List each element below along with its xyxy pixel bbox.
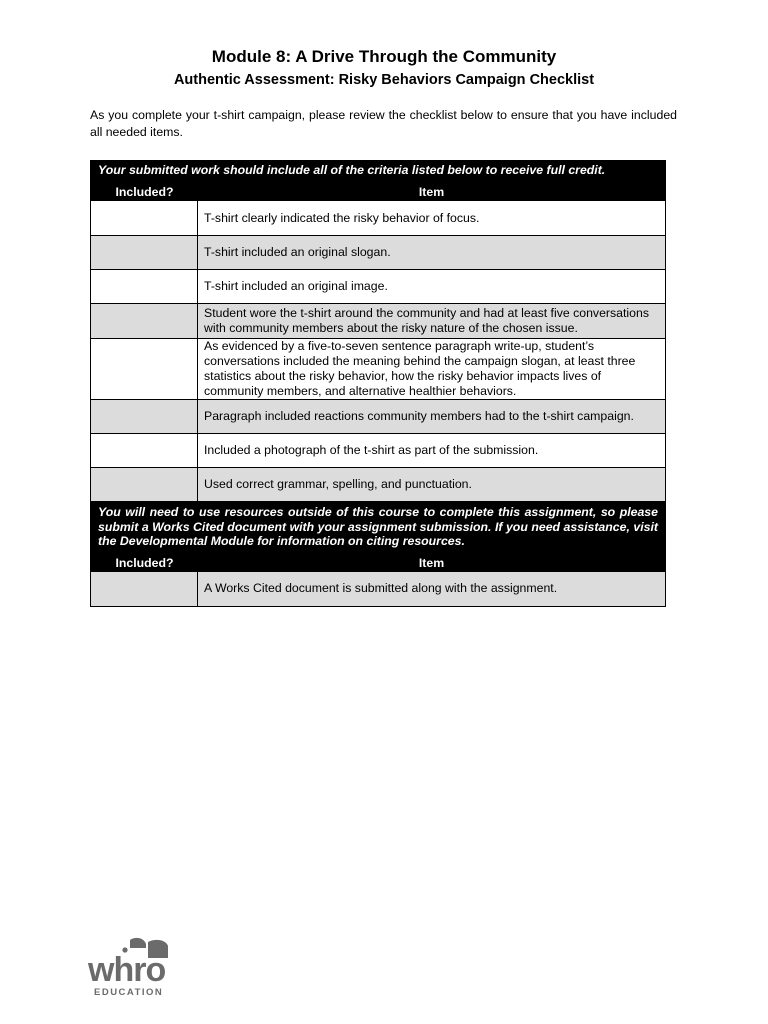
- item-cell: Student wore the t-shirt around the community and had at least five conversations with community members about the risky nature of the chosen issue.: [204, 306, 649, 335]
- included-checkbox-cell[interactable]: [91, 304, 198, 338]
- included-column-header: Included?: [115, 185, 174, 199]
- included-checkbox-cell[interactable]: [91, 201, 198, 235]
- included-checkbox-cell[interactable]: [91, 468, 198, 501]
- table-header: [90, 552, 666, 572]
- included-checkbox-cell[interactable]: [91, 270, 198, 303]
- item-cell: A Works Cited document is submitted along with the assignment.: [204, 581, 558, 595]
- table-row: [90, 434, 666, 468]
- table-row: [90, 270, 666, 304]
- table-row: [90, 572, 666, 607]
- table-row: [90, 304, 666, 339]
- page-title: Module 8: A Drive Through the Community: [211, 47, 557, 66]
- item-cell: T-shirt included an original image.: [204, 279, 388, 293]
- table-row: [90, 468, 666, 502]
- included-checkbox-cell[interactable]: [91, 236, 198, 269]
- checklist-table: [90, 160, 666, 607]
- item-cell: Used correct grammar, spelling, and punctuation.: [204, 477, 472, 491]
- logo-subtext: EDUCATION: [94, 987, 164, 998]
- table-row: [90, 201, 666, 236]
- item-column-header: Item: [418, 185, 445, 199]
- table-row: [90, 236, 666, 270]
- logo-wordmark: whro: [88, 951, 166, 989]
- item-cell: Paragraph included reactions community members had to the t-shirt campaign.: [204, 409, 634, 423]
- included-checkbox-cell[interactable]: [91, 400, 198, 433]
- criteria-banner: Your submitted work should include all of the criteria listed below to receive full credit.: [90, 160, 666, 181]
- item-cell: Included a photograph of the t-shirt as part of the submission.: [204, 443, 539, 457]
- whro-education-logo: [88, 936, 178, 1000]
- works-cited-banner: You will need to use resources outside of this course to complete this assignment, so please submit a Works Cited document with your assignment submission. If you need assistance, visit the Developmental Module for information on citing resources.: [90, 502, 666, 552]
- included-checkbox-cell[interactable]: [91, 434, 198, 467]
- item-column-header: Item: [418, 555, 445, 570]
- item-cell: T-shirt included an original slogan.: [204, 245, 391, 259]
- item-cell: T-shirt clearly indicated the risky behavior of focus.: [204, 210, 480, 225]
- included-column-header: Included?: [115, 555, 174, 570]
- included-checkbox-cell[interactable]: [91, 572, 198, 606]
- included-checkbox-cell[interactable]: [91, 339, 198, 399]
- table-header: [90, 181, 666, 201]
- intro-paragraph: As you complete your t-shirt campaign, please review the checklist below to ensure that you have included all needed items.: [90, 108, 677, 139]
- page-subtitle: Authentic Assessment: Risky Behaviors Campaign Checklist: [173, 72, 595, 88]
- table-row: [90, 339, 666, 400]
- table-row: [90, 400, 666, 434]
- item-cell: As evidenced by a five-to-seven sentence paragraph write-up, student’s conversations included the meaning behind the campaign slogan, at least three statistics about the risky behavior, how the risky behavior impacts lives of community members, and alternative healthier behaviors.: [204, 339, 636, 398]
